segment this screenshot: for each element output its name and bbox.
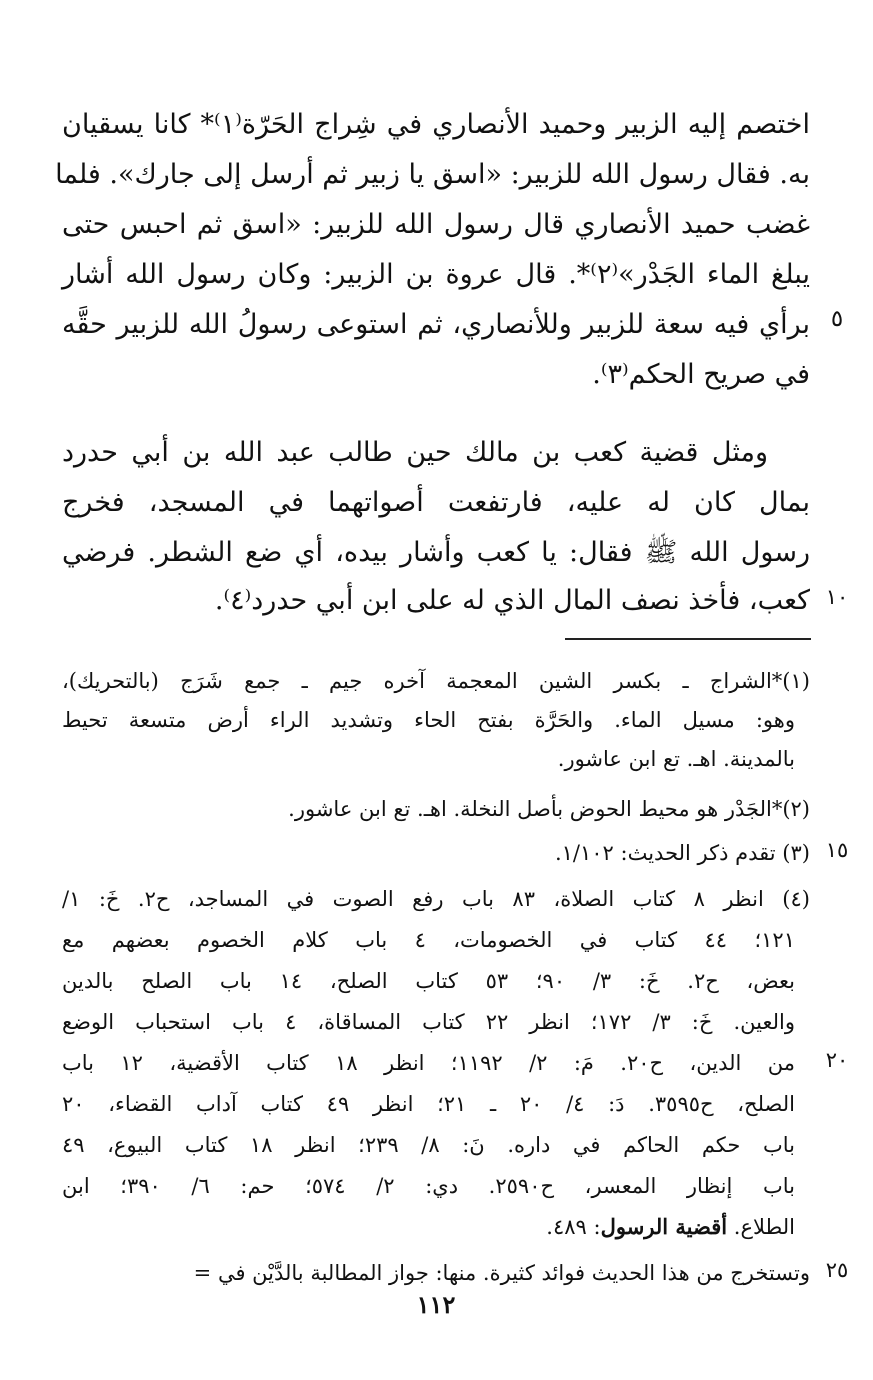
- text-line: يبلغ الماء الجَدْر»⁽٢⁾*. قال عروة بن الزبير: وكان رسول الله أشار: [62, 259, 811, 290]
- text-line: غضب حميد الأنصاري قال رسول الله للزبير: «اسق ثم احبس حتى: [62, 209, 810, 240]
- line-number: ٥: [830, 306, 844, 332]
- footnote-line: (٤) انظر ٨ كتاب الصلاة، ٨٣ باب رفع الصوت في المساجد، ح٢. خَ: ١/: [62, 887, 810, 911]
- footnote-line: (٢)*الجَدْر هو محيط الحوض بأصل النخلة. اهـ. تع ابن عاشور.: [288, 797, 810, 821]
- continuation-line: وتستخرج من هذا الحديث فوائد كثيرة. منها: جواز المطالبة بالدَّيْن في =: [193, 1261, 810, 1285]
- page-number: ١١٢: [416, 1290, 456, 1319]
- footnote-line: (٣) تقدم ذكر الحديث: ١/١٠٢.: [554, 841, 810, 865]
- text-line: في صريح الحكم⁽٣⁾.: [592, 359, 810, 390]
- line-number: ٢٠: [825, 1048, 849, 1072]
- footnote-line: [546, 1210, 795, 1244]
- text-line: اختصم إليه الزبير وحميد الأنصاري في شِراج الحَرّة⁽١⁾* كانا يسقيان: [62, 109, 810, 140]
- footnote-line: باب إنظار المعسر، ح٢٥٩٠. دي: ٢/ ٥٧٤؛ حم: ٦/ ٣٩٠؛ ابن: [62, 1174, 795, 1198]
- footnote-line: بعض، ح٢. خَ: ٣/ ٩٠؛ ٥٣ كتاب الصلح، ١٤ باب الصلح بالدين: [62, 969, 795, 993]
- text-line: بمال كان له عليه، فارتفعت أصواتهما في المسجد، فخرج: [62, 487, 810, 518]
- book-title: أقضية الرسول: [600, 1214, 728, 1239]
- line-number: ١٠: [825, 585, 849, 609]
- text-line: كعب، فأخذ نصف المال الذي له على ابن أبي حدرد⁽٤⁾.: [214, 585, 810, 616]
- footnote-line: الصلح، ح٣٥٩٥. دَ: ٤/ ٢٠ ـ ٢١؛ انظر ٤٩ كتاب آداب القضاء، ٢٠: [62, 1092, 795, 1116]
- footnote-text: : ٤٨٩.: [546, 1215, 601, 1239]
- line-number: ١٥: [825, 838, 849, 862]
- line-number: ٢٥: [825, 1258, 849, 1282]
- text-line: برأي فيه سعة للزبير وللأنصاري، ثم استوعى رسولُ الله للزبير حقَّه: [62, 309, 810, 340]
- footnote-line: بالمدينة. اهـ. تع ابن عاشور.: [557, 747, 795, 771]
- text-line: ومثل قضية كعب بن مالك حين طالب عبد الله بن أبي حدرد: [62, 437, 768, 468]
- footnote-line: وهو: مسيل الماء. والحَرَّة بفتح الحاء وتشديد الراء أرض متسعة تحيط: [62, 708, 795, 732]
- footnote-text: الطلاع.: [733, 1215, 795, 1239]
- footnote-line: ١٢١؛ ٤٤ كتاب في الخصومات، ٤ باب كلام الخصوم بعضهم مع: [62, 928, 795, 952]
- text-line: رسول الله ﷺ فقال: يا كعب وأشار بيده، أي ضع الشطر. فرضي: [62, 537, 810, 568]
- footnote-line: (١)*الشراج ـ بكسر الشين المعجمة آخره جيم ـ جمع شَرَج (بالتحريك)،: [62, 669, 810, 693]
- footnote-line: من الدين، ح٢٠. مَ: ٢/ ١١٩٢؛ انظر ١٨ كتاب الأقضية، ١٢ باب: [62, 1051, 795, 1075]
- footnote-line: باب حكم الحاكم في داره. نَ: ٨/ ٢٣٩؛ انظر ١٨ كتاب البيوع، ٤٩: [62, 1133, 795, 1157]
- footnote-separator: [565, 638, 811, 640]
- footnote-line: والعين. خَ: ٣/ ١٧٢؛ انظر ٢٢ كتاب المساقاة، ٤ باب استحباب الوضع: [62, 1010, 795, 1034]
- text-line: به. فقال رسول الله للزبير: «اسق يا زبير ثم أرسل إلى جارك». فلما: [55, 159, 810, 190]
